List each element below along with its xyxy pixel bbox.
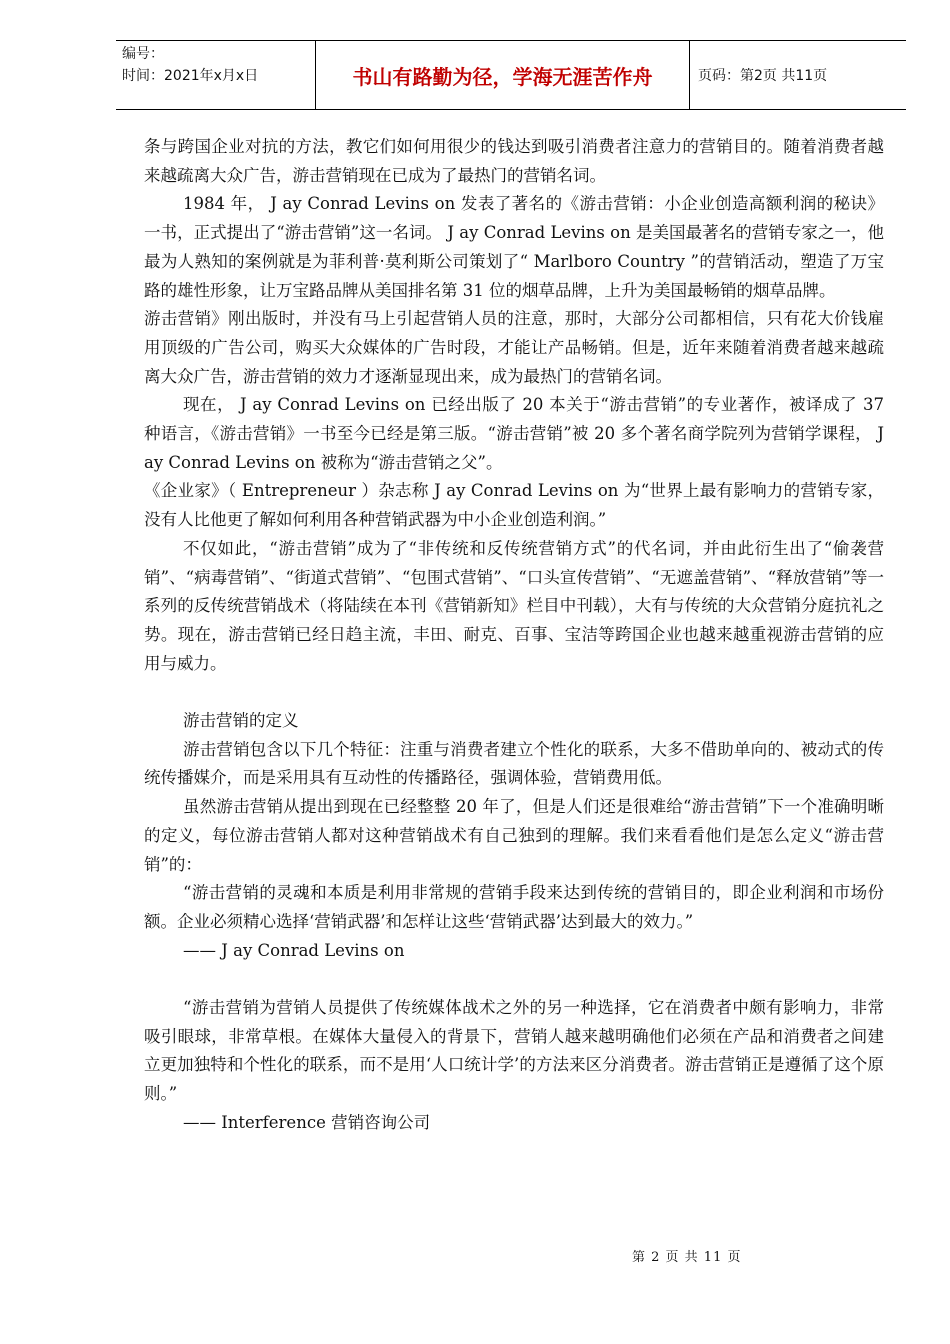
quote-attribution: —— Interference 营销咨询公司 bbox=[183, 1112, 431, 1132]
quote-attribution: —— J ay Conrad Levins on bbox=[183, 940, 405, 960]
header-motto: 书山有路勤为径，学海无涯苦作舟 bbox=[316, 41, 690, 109]
paragraph: 不仅如此，“游击营销”成为了“非传统和反传统营销方式”的代名词，并由此衍生出了“偷袭营销”、“病毒营销”、“街道式营销”、“包围式营销”、“口头宣传营销”、“无遮盖营销”、“释放营销”等一系列的反传统营销战术（将陆续在本刊《营销新知》栏目中刊载），大有与传统的大众营销分庭抗礼之势。现在，游击营销已经日趋主流，丰田、耐克、百事、宝洁等跨国企业也越来越重视游击营销的应用与威力。 bbox=[144, 538, 884, 673]
document-time-label: 时间：2021年x月x日 bbox=[122, 68, 259, 84]
section-heading: 游击营销的定义 bbox=[183, 711, 299, 731]
quote-paragraph: “游击营销为营销人员提供了传统媒体战术之外的另一种选择，它在消费者中颇有影响力，非常吸引眼球，非常草根。在媒体大量侵入的背景下，营销人越来越明确他们必须在产品和消费者之间建立更加独特和个性化的联系，而不是用‘人口统计学’的方法来区分消费者。游击营销正是遵循了这个原则。” bbox=[144, 998, 884, 1104]
header-meta bbox=[116, 41, 316, 109]
document-number-label: 编号： bbox=[122, 46, 164, 62]
header-page-info: 页码：第2页 共11页 bbox=[698, 68, 828, 84]
paragraph: 现在， J ay Conrad Levins on 已经出版了 20 本关于“游击营销”的专业著作，被译成了 37 种语言，《游击营销》一书至今已经是第三版。“游击营销”被 20 多个著名商学院列为营销学课程， J ay Conrad Levins on 被称为“游击营销之父”。 bbox=[144, 395, 884, 472]
paragraph-spacer bbox=[144, 678, 884, 707]
page-footer: 第 2 页 共 11 页 bbox=[632, 1250, 742, 1265]
paragraph-spacer bbox=[144, 965, 884, 994]
quote-paragraph: “游击营销的灵魂和本质是利用非常规的营销手段来达到传统的营销目的，即企业利润和市场份额。企业必须精心选择‘营销武器’和怎样让这些‘营销武器’达到最大的效力。” bbox=[144, 883, 884, 931]
paragraph: 虽然游击营销从提出到现在已经整整 20 年了，但是人们还是很难给“游击营销”下一个准确明晰的定义，每位游击营销人都对这种营销战术有自己独到的理解。我们来看看他们是怎么定义“游击营销”的： bbox=[144, 797, 884, 874]
paragraph: 游击营销》刚出版时，并没有马上引起营销人员的注意，那时，大部分公司都相信，只有花大价钱雇用顶级的广告公司，购买大众媒体的广告时段，才能让产品畅销。但是，近年来随着消费者越来越疏离大众广告，游击营销的效力才逐渐显现出来，成为最热门的营销名词。 bbox=[144, 309, 884, 386]
document-body bbox=[144, 133, 884, 1138]
paragraph: 《企业家》（ Entrepreneur ）杂志称 J ay Conrad Levins on 为“世界上最有影响力的营销专家，没有人比他更了解如何利用各种营销武器为中小企业创造利润。” bbox=[144, 481, 884, 530]
paragraph: 游击营销包含以下几个特征：注重与消费者建立个性化的联系，大多不借助单向的、被动式的传统传播媒介，而是采用具有互动性的传播路径，强调体验，营销费用低。 bbox=[144, 739, 884, 788]
page-header bbox=[116, 40, 906, 110]
paragraph: 条与跨国企业对抗的方法，教它们如何用很少的钱达到吸引消费者注意力的营销目的。随着消费者越来越疏离大众广告，游击营销现在已成为了最热门的营销名词。 bbox=[144, 137, 884, 185]
paragraph: 1984 年， J ay Conrad Levins on 发表了著名的《游击营销：小企业创造高额利润的秘诀》一书，正式提出了“游击营销”这一名词。 J ay Conrad Levins on 是美国最著名的营销专家之一，他最为人熟知的案例就是为菲利普·莫利斯公司策划了“ Marlboro Country ”的营销活动，塑造了万宝路的雄性形象，让万宝路品牌从美国排名第 31 位的烟草品牌，上升为美国最畅销的烟草品牌。 bbox=[144, 194, 884, 300]
